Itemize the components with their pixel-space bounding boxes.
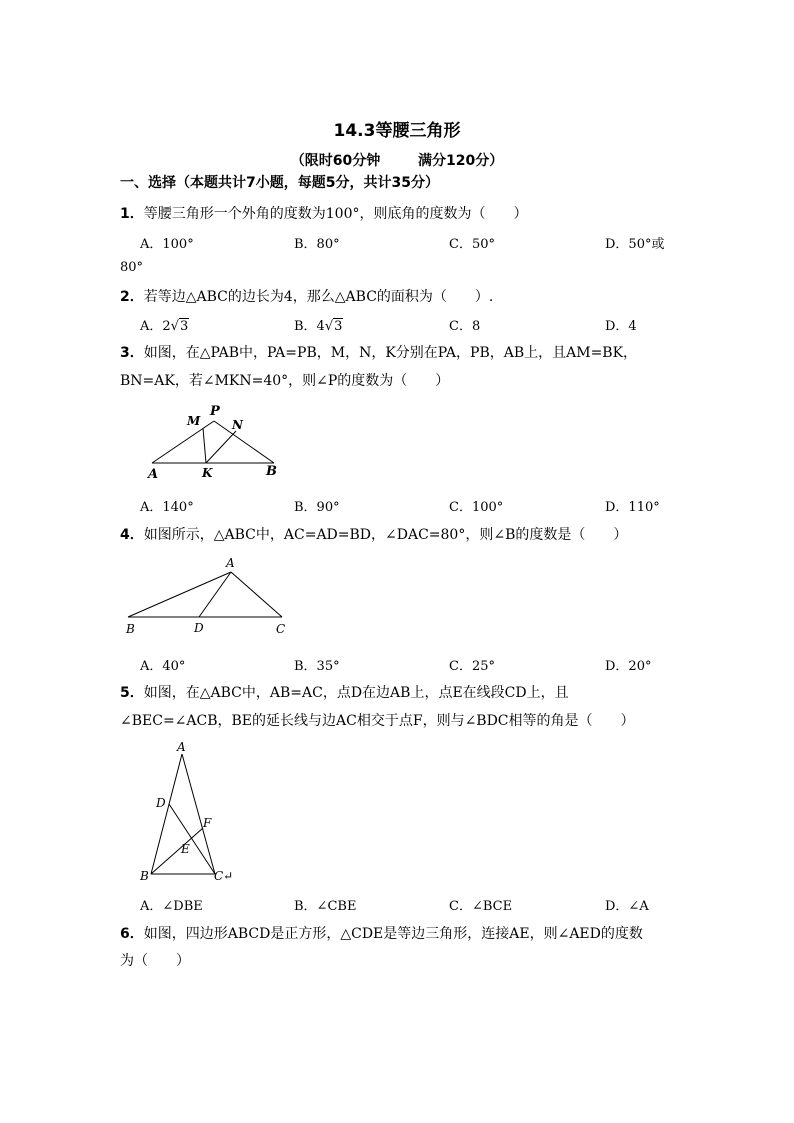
label-a: A (226, 556, 235, 570)
question-3 (120, 342, 637, 362)
label-a: A (177, 740, 186, 754)
question-1 (120, 203, 527, 223)
page-title: 14.3等腰三角形 (333, 121, 461, 141)
exam-info (0, 150, 794, 170)
sqrt-symbol: √3 (324, 319, 343, 334)
question-number: 2． (120, 289, 144, 305)
segment-ab (151, 754, 182, 874)
question-3-line2: BN=AK，若∠MKN=40°，则∠P的度数为（ ） (120, 373, 450, 389)
label-k: K (202, 466, 213, 480)
segment-pb (214, 421, 274, 463)
question-text: 如图，四边形ABCD是正方形，△CDE是等边三角形，连接AE，则∠AED的度数 (143, 926, 643, 942)
q5-option-b[interactable]: B．∠CBE (294, 899, 357, 914)
label-b: B (140, 869, 149, 883)
sqrt-symbol: √3 (170, 319, 189, 334)
label-e: E (181, 842, 190, 856)
q5-option-a[interactable]: A．∠DBE (140, 899, 203, 914)
q1-option-c[interactable]: C．50° (449, 237, 495, 252)
segment-dc (169, 804, 215, 874)
q1-option-a[interactable]: A．100° (140, 237, 194, 252)
segment-mk (203, 428, 206, 463)
question-number: 5． (120, 685, 144, 701)
segment-ac (182, 754, 215, 874)
question-number: 3． (120, 345, 144, 361)
q2-option-d[interactable]: D．4 (605, 319, 637, 334)
q4-option-d[interactable]: D．20° (605, 659, 652, 674)
q1-option-d[interactable]: D．50°或 (605, 237, 665, 252)
question-text: 如图所示，△ABC中，AC=AD=BD，∠DAC=80°，则∠B的度数是（ ） (143, 527, 628, 543)
label-a: A (148, 467, 159, 482)
q1-option-d-cont: 80° (120, 260, 144, 275)
full-score: 满分120分） (418, 153, 504, 169)
segment-kn (206, 431, 236, 463)
q4-option-b[interactable]: B．35° (294, 659, 340, 674)
segment-bf (151, 828, 203, 874)
q1-option-b[interactable]: B．80° (294, 237, 340, 252)
label-p: P (210, 404, 220, 419)
question-text: 如图，在△PAB中，PA=PB，M，N，K分别在PA，PB，AB上，且AM=BK， (143, 345, 638, 361)
time-limit: （限时60分钟 (290, 153, 381, 169)
q2-option-c[interactable]: C．8 (449, 319, 481, 334)
label-m: M (187, 414, 201, 428)
question-number: 1． (120, 206, 144, 222)
q3-option-a[interactable]: A．140° (140, 500, 194, 515)
q2-option-b[interactable]: B．4√3 (294, 319, 343, 334)
q3-option-b[interactable]: B．90° (294, 500, 340, 515)
q2-option-a[interactable]: A．2√3 (140, 319, 189, 334)
question-5 (120, 682, 569, 702)
q4-option-a[interactable]: A．40° (140, 659, 186, 674)
label-c: C↵ (214, 869, 234, 883)
question-2 (120, 286, 493, 306)
label-n: N (232, 418, 243, 432)
q4-option-c[interactable]: C．25° (449, 659, 495, 674)
q5-option-d[interactable]: D．∠A (605, 899, 649, 914)
question-text: 等腰三角形一个外角的度数为100°，则底角的度数为（ ） (143, 206, 528, 222)
section-heading: 一、选择（本题共计7小题，每题5分，共计35分） (120, 175, 439, 191)
q3-option-c[interactable]: C．100° (449, 500, 504, 515)
question-number: 6． (120, 926, 144, 942)
question-6 (120, 923, 643, 943)
label-f: F (203, 816, 212, 830)
q3-option-d[interactable]: D．110° (605, 500, 660, 515)
question-5-line2: ∠BEC=∠ACB，BE的延长线与边AC相交于点F，则与∠BDC相等的角是（ ） (120, 713, 635, 729)
label-b: B (266, 464, 277, 479)
label-d: D (194, 621, 204, 635)
question-number: 4． (120, 527, 144, 543)
question-4 (120, 524, 627, 544)
question-text: 若等边△ABC的边长为4，那么△ABC的面积为（ ）. (143, 289, 494, 305)
q5-option-c[interactable]: C．∠BCE (449, 899, 513, 914)
label-c: C (276, 622, 286, 636)
q4-figure (120, 553, 300, 639)
q3-figure (140, 398, 300, 482)
q5-figure (135, 738, 245, 886)
question-text: 如图，在△ABC中，AB=AC，点D在边AB上，点E在线段CD上，且 (143, 685, 569, 701)
label-b: B (126, 622, 135, 636)
question-6-line2: 为（ ） (120, 953, 190, 969)
segment-ac (231, 572, 282, 617)
label-d: D (156, 796, 166, 810)
